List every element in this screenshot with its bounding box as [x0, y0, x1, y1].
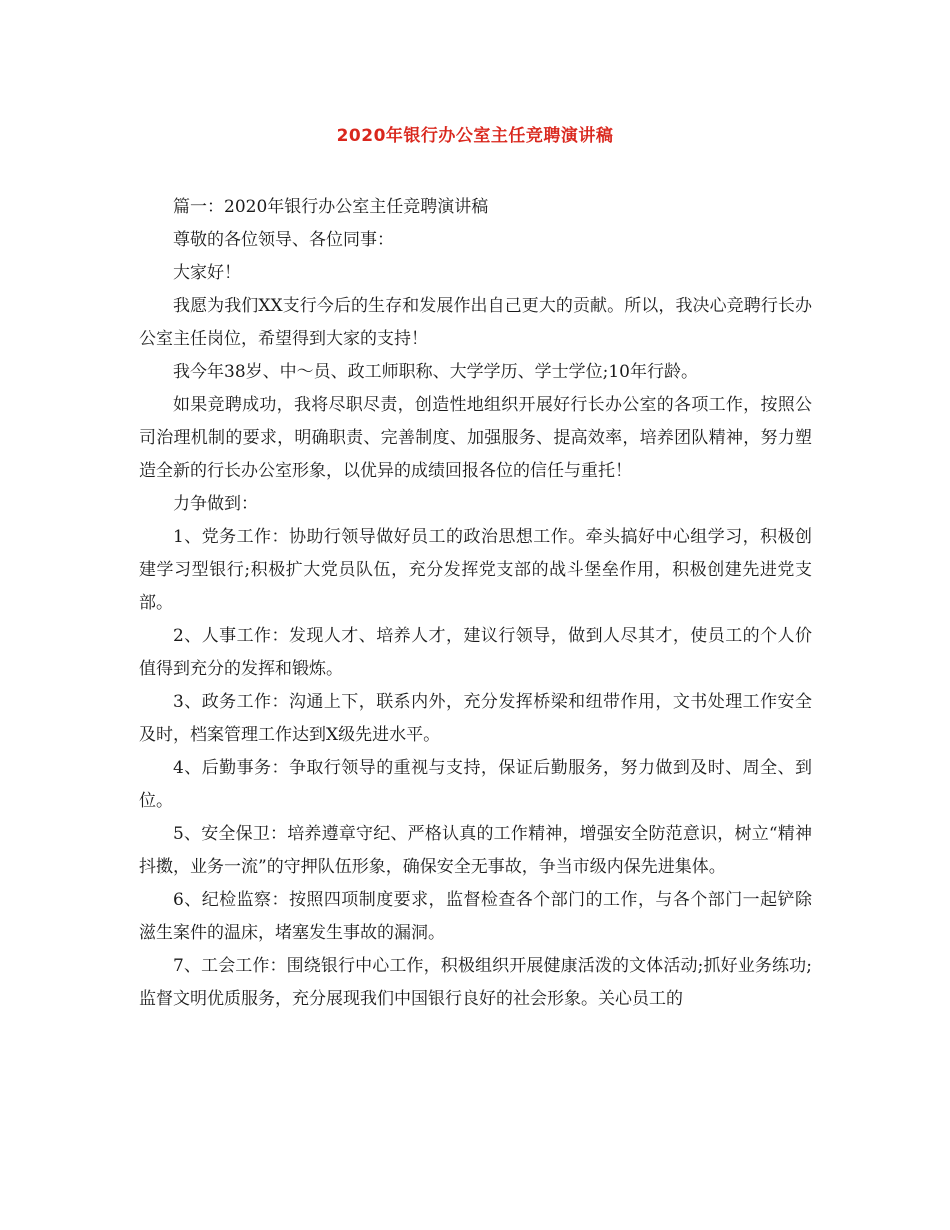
- paragraph-item-4: 4、后勤事务：争取行领导的重视与支持，保证后勤服务，努力做到及时、周全、到位。: [139, 758, 812, 811]
- paragraph-item-6: 6、纪检监察：按照四项制度要求，监督检查各个部门的工作，与各个部门一起铲除滋生案件的温床，堵塞发生事故的漏洞。: [139, 890, 812, 943]
- paragraph-item-1: 1、党务工作：协助行领导做好员工的政治思想工作。牵头搞好中心组学习，积极创建学习型银行;积极扩大党员队伍，充分发挥党支部的战斗堡垒作用，积极创建先进党支部。: [139, 527, 812, 613]
- paragraph-goals-lead: 力争做到：: [173, 494, 258, 514]
- paragraph-profile: 我今年38岁、中～员、政工师职称、大学学历、学士学位;10年行龄。: [173, 362, 698, 382]
- document-title: 2020年银行办公室主任竞聘演讲稿: [336, 126, 614, 146]
- paragraph-item-7: 7、工会工作：围绕银行中心工作，积极组织开展健康活泼的文体活动;抓好业务练功;监督文明优质服务，充分展现我们中国银行良好的社会形象。关心员工的: [139, 956, 812, 1009]
- paragraph-commitment: 如果竞聘成功，我将尽职尽责，创造性地组织开展好行长办公室的各项工作，按照公司治理机制的要求，明确职责、完善制度、加强服务、提高效率，培养团队精神，努力塑造全新的行长办公室形象，以优异的成绩回报各位的信任与重托！: [139, 395, 812, 481]
- paragraph-item-3: 3、政务工作：沟通上下，联系内外，充分发挥桥梁和纽带作用，文书处理工作安全及时，档案管理工作达到X级先进水平。: [139, 692, 812, 745]
- paragraph-item-5: 5、安全保卫：培养遵章守纪、严格认真的工作精神，增强安全防范意识，树立“精神抖擞，业务一流”的守押队伍形象，确保安全无事故，争当市级内保先进集体。: [139, 824, 812, 877]
- paragraph-salutation: 尊敬的各位领导、各位同事：: [173, 230, 394, 250]
- paragraph-item-2: 2、人事工作：发现人才、培养人才，建议行领导，做到人尽其才，使员工的个人价值得到充分的发挥和锻炼。: [139, 626, 812, 679]
- document-body: [139, 191, 812, 1016]
- paragraph-greeting: 大家好！: [173, 263, 241, 283]
- paragraph-intro: 我愿为我们XX支行今后的生存和发展作出自己更大的贡献。所以，我决心竞聘行长办公室主任岗位，希望得到大家的支持！: [139, 296, 812, 349]
- paragraph-heading: 篇一：2020年银行办公室主任竞聘演讲稿: [173, 197, 489, 217]
